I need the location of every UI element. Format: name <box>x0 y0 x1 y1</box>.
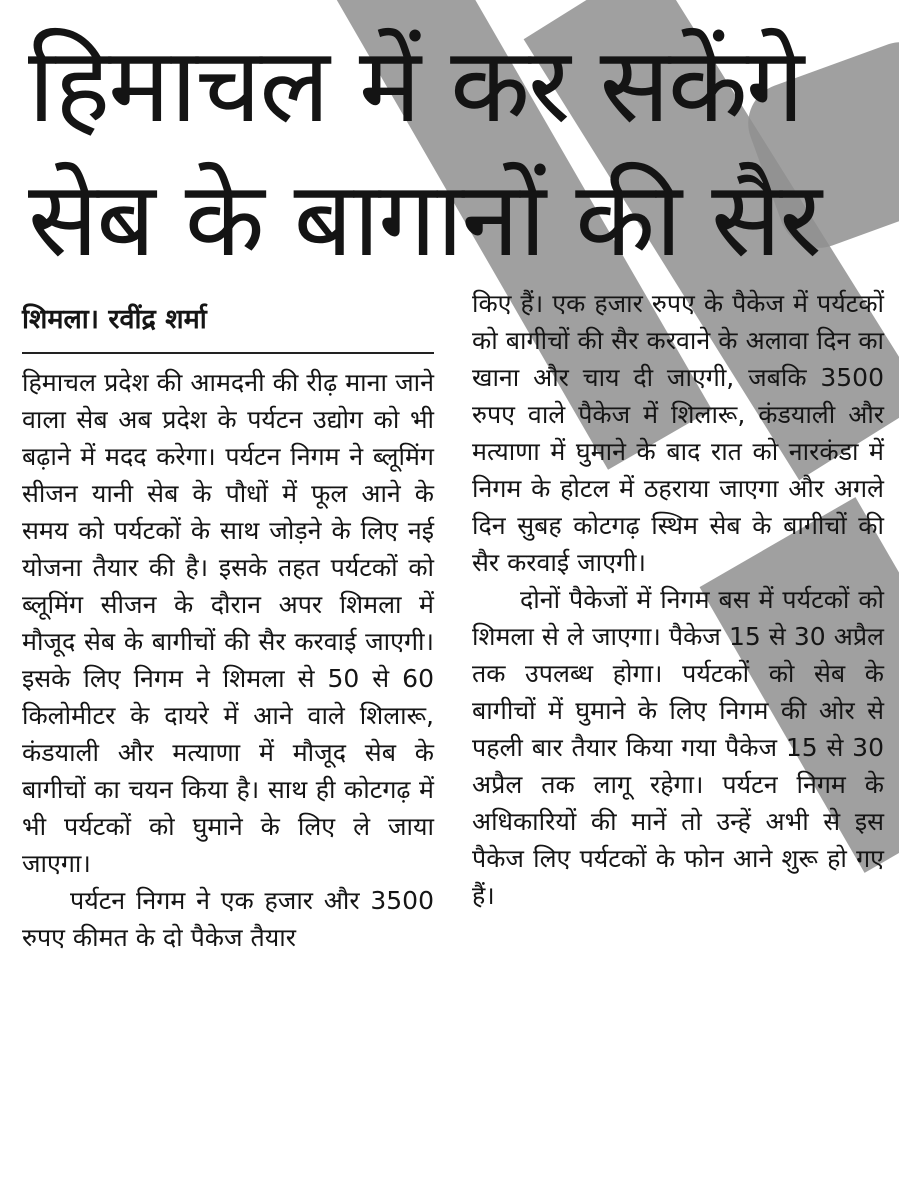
headline <box>28 18 878 286</box>
byline: शिमला। रवींद्र शर्मा <box>22 300 434 354</box>
headline-line-1: हिमाचल में कर सकेंगे <box>28 24 803 146</box>
article-paragraph: दोनों पैकेजों में निगम बस में पर्यटकों को शिमला से ले जाएगा। पैकेज 15 से 30 अप्रैल तक उपलब्ध होगा। पर्यटकों को सेब के बागीचों में घुमाने के लिए निगम की ओर से पहली बार तैयार किया गया पैकेज 15 से 30 अप्रैल तक लागू रहेगा। पर्यटन निगम के अधिकारियों की मानें तो उन्हें अभी से इस पैकेज लिए पर्यटकों के फोन आने शुरू हो गए हैं। <box>472 585 884 910</box>
article-column-right <box>472 285 884 914</box>
article-paragraph: किए हैं। एक हजार रुपए के पैकेज में पर्यटकों को बागीचों की सैर करवाने के अलावा दिन का खाना और चाय दी जाएगी, जबकि 3500 रुपए वाले पैकेज में शिलारू, कंडयाली और मत्याणा में घुमाने के बाद रात को नारकंडा में निगम के होटल में ठहराया जाएगा और अगले दिन सुबह कोटगढ़ स्थिम सेब के बागीचों की सैर करवाई जाएगी। <box>472 289 884 577</box>
headline-line-2: सेब के बागानों की सैर <box>28 158 820 280</box>
article-column-left <box>22 300 434 956</box>
article-paragraph: हिमाचल प्रदेश की आमदनी की रीढ़ माना जाने वाला सेब अब प्रदेश के पर्यटन उद्योग को भी बढ़ाने में मदद करेगा। पर्यटन निगम ने ब्लूमिंग सीजन यानी सेब के पौधों में फूल आने के समय को पर्यटकों के साथ जोड़ने के लिए नई योजना तैयार की है। इसके तहत पर्यटकों को ब्लूमिंग सीजन के दौरान अपर शिमला में मौजूद सेब के बागीचों की सैर करवाई जाएगी। इसके लिए निगम ने शिमला से 50 से 60 किलोमीटर के दायरे में आने वाले शिलारू, कंडयाली और मत्याणा में मौजूद सेब के बागीचों का चयन किया है। साथ ही कोटगढ़ में भी पर्यटकों को घुमाने के लिए ले जाया जाएगा। <box>22 368 434 878</box>
article-paragraph: पर्यटन निगम ने एक हजार और 3500 रुपए कीमत के दो पैकेज तैयार <box>22 886 434 952</box>
